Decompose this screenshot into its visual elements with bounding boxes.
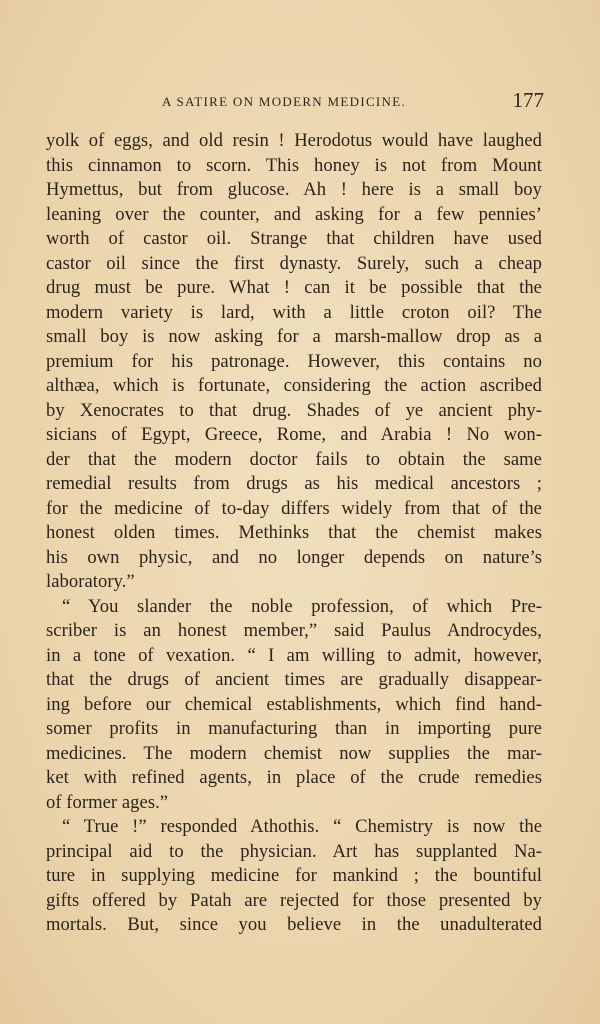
text-line: ture in supplying medicine for mankind ; the bountiful [46, 865, 542, 886]
text-line: ket with refined agents, in place of the crude remedies [46, 767, 542, 788]
text-line: drug must be pure. What ! can it be possible that the [46, 277, 542, 298]
body-text [46, 129, 542, 938]
text-line: scriber is an honest member,” said Paulus Androcydes, [46, 620, 542, 641]
text-line: in a tone of vexation. “ I am willing to admit, however, [46, 644, 542, 666]
text-line: honest olden times. Methinks that the chemist makes [46, 522, 542, 543]
text-line: castor oil since the first dynasty. Surely, such a cheap [46, 252, 542, 274]
text-line: gifts offered by Patah are rejected for those presented by [46, 889, 542, 911]
page-number: 177 [512, 88, 544, 112]
text-line: worth of castor oil. Strange that children have used [46, 228, 542, 249]
text-line: small boy is now asking for a marsh-mallow drop as a [46, 326, 542, 347]
text-line: modern variety is lard, with a little croton oil? The [46, 301, 542, 323]
text-line: laboratory.” [46, 571, 135, 592]
text-line: der that the modern doctor fails to obtain the same [46, 448, 542, 470]
text-line: that the drugs of ancient times are gradually disappear- [46, 669, 542, 690]
text-line: for the medicine of to-day differs widely from that of the [46, 497, 542, 519]
text-line: by Xenocrates to that drug. Shades of ye ancient phy- [46, 399, 542, 421]
text-line: his own physic, and no longer depends on nature’s [46, 546, 542, 568]
text-line: althæa, which is fortunate, considering the action ascribed [46, 375, 542, 396]
text-line: of former ages.” [46, 791, 169, 813]
text-line: “ True !” responded Athothis. “ Chemistry is now the [62, 816, 542, 837]
running-head [46, 88, 544, 114]
text-line: sicians of Egypt, Greece, Rome, and Arabia ! No won- [46, 424, 542, 445]
text-line: medicines. The modern chemist now supplies the mar- [46, 742, 542, 764]
text-line: premium for his patronage. However, this contains no [46, 350, 542, 372]
text-line: remedial results from drugs as his medical ancestors ; [46, 473, 542, 494]
text-line: mortals. But, since you believe in the unadulterated [46, 914, 542, 935]
text-line: this cinnamon to scorn. This honey is not from Mount [46, 154, 542, 176]
text-line: “ You slander the noble profession, of which Pre- [62, 595, 542, 617]
text-line: leaning over the counter, and asking for a few pennies’ [46, 203, 542, 225]
text-line: yolk of eggs, and old resin ! Herodotus would have laughed [46, 130, 542, 151]
running-title: A SATIRE ON MODERN MEDICINE. [162, 94, 407, 109]
text-line: Hymettus, but from glucose. Ah ! here is a small boy [46, 179, 542, 200]
text-line: principal aid to the physician. Art has supplanted Na- [46, 840, 542, 862]
text-line: ing before our chemical establishments, which find hand- [46, 693, 542, 715]
text-line: somer profits in manufacturing than in importing pure [46, 718, 542, 739]
